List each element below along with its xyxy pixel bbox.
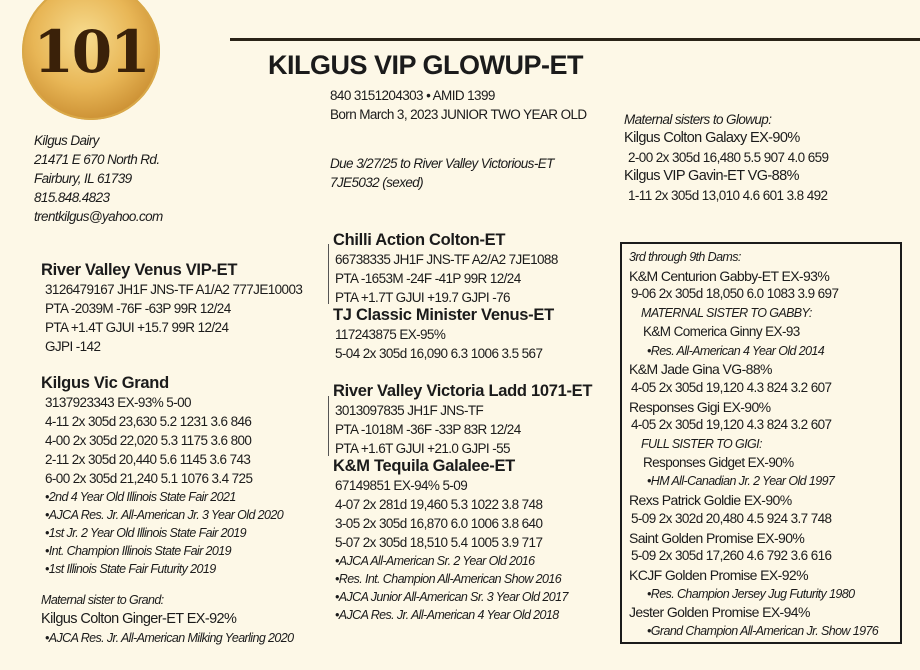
dam-sire-line: PTA -1018M -36F -33P 83R 12/24 bbox=[335, 422, 521, 437]
sire-line: PTA +1.4T GJUI +15.7 99R 12/24 bbox=[45, 320, 229, 335]
ancestor-honor: •HM All-Canadian Jr. 2 Year Old 1997 bbox=[647, 474, 835, 489]
dam-dam-line: 67149851 EX-94% 5-09 bbox=[335, 478, 468, 493]
sire-section bbox=[41, 260, 302, 356]
dam-record: 4-11 2x 305d 23,630 5.2 1231 3.6 846 bbox=[45, 414, 252, 429]
dam-ancestor-record: 5-09 2x 305d 17,260 4.6 792 3.6 616 bbox=[631, 548, 832, 564]
sister-name: Kilgus Colton Galaxy EX-90% bbox=[624, 130, 800, 146]
dam-honor: •1st Illinois State Fair Futurity 2019 bbox=[45, 562, 216, 576]
ancestor-honor: •Grand Champion All-American Jr. Show 1976 bbox=[647, 624, 879, 639]
sire-sire-section bbox=[333, 230, 558, 307]
dam-ancestor-name: K&M Centurion Gabby-ET EX-93% bbox=[629, 267, 830, 284]
dam-honor: •Int. Champion Illinois State Fair 2019 bbox=[45, 544, 231, 558]
owner-city: Fairbury, IL 61739 bbox=[34, 171, 132, 186]
dam-ancestor-name: Jester Golden Promise EX-94% bbox=[629, 604, 810, 621]
dam-ancestor-record: 4-05 2x 305d 19,120 4.3 824 3.2 607 bbox=[631, 379, 832, 395]
pedigree-connector bbox=[328, 244, 329, 304]
dam-ancestor-name: Responses Gigi EX-90% bbox=[629, 398, 771, 415]
sire-line: 3126479167 JH1F JNS-TF A1/A2 777JE10003 bbox=[45, 282, 303, 297]
dam-name: Kilgus Vic Grand bbox=[41, 374, 169, 392]
owner-name: Kilgus Dairy bbox=[34, 133, 99, 148]
sister-subheading: MATERNAL SISTER TO GABBY: bbox=[641, 306, 812, 321]
sire-dam-line: 117243875 EX-95% bbox=[335, 327, 446, 342]
sire-sire-line: PTA -1653M -24F -41P 99R 12/24 bbox=[335, 271, 521, 286]
dam-record: 4-00 2x 305d 22,020 5.3 1175 3.6 800 bbox=[45, 433, 252, 448]
animal-id-line: 840 3151204303 • AMID 1399 bbox=[330, 88, 495, 103]
dam-ancestor-name: K&M Jade Gina VG-88% bbox=[629, 361, 772, 378]
sister-record: 2-00 2x 305d 16,480 5.5 907 4.0 659 bbox=[628, 150, 829, 165]
lot-number: 101 bbox=[33, 18, 149, 86]
dam-honor: •2nd 4 Year Old Illinois State Fair 2021 bbox=[45, 490, 236, 504]
dam-sire-line: PTA +1.6T GJUI +21.0 GJPI -55 bbox=[335, 441, 510, 456]
due-info bbox=[330, 154, 554, 192]
ancestor-honor: •Res. Champion Jersey Jug Futurity 1980 bbox=[647, 586, 855, 601]
dam-dam-honor: •AJCA Res. Jr. All-American 4 Year Old 2018 bbox=[335, 608, 559, 622]
dam-record: 6-00 2x 305d 21,240 5.1 1076 3.4 725 bbox=[45, 471, 253, 486]
dam-dam-record: 3-05 2x 305d 16,870 6.0 1006 3.8 640 bbox=[335, 516, 543, 531]
dam-dam-honor: •AJCA All-American Sr. 2 Year Old 2016 bbox=[335, 554, 535, 568]
dam-line: 3137923343 EX-93% 5-00 bbox=[45, 395, 191, 410]
dam-dam-honor: •AJCA Junior All-American Sr. 3 Year Old 2017 bbox=[335, 590, 568, 604]
sire-name: River Valley Venus VIP-ET bbox=[41, 261, 238, 279]
dam-ancestor-record: 9-06 2x 305d 18,050 6.0 1083 3.9 697 bbox=[631, 286, 839, 302]
dam-dam-record: 4-07 2x 281d 19,460 5.3 1022 3.8 748 bbox=[335, 497, 543, 512]
owner-email: trentkilgus@yahoo.com bbox=[34, 209, 163, 224]
extended-dams-heading: 3rd through 9th Dams: bbox=[629, 250, 741, 264]
dam-ancestor-name: KCJF Golden Promise EX-92% bbox=[629, 566, 808, 583]
dam-honor: •AJCA Res. Jr. All-American Jr. 3 Year Old 2020 bbox=[45, 508, 284, 522]
sister-ancestor-name: Responses Gidget EX-90% bbox=[643, 454, 794, 470]
animal-born-line: Born March 3, 2023 JUNIOR TWO YEAR OLD bbox=[330, 107, 587, 122]
dam-sister-section bbox=[41, 591, 293, 648]
dam-sire-line: 3013097835 JH1F JNS-TF bbox=[335, 403, 484, 418]
owner-address: 21471 E 670 North Rd. bbox=[34, 152, 160, 167]
header-rule bbox=[230, 38, 920, 41]
dam-section bbox=[41, 373, 283, 578]
sire-sire-line: PTA +1.7T GJUI +19.7 GJPI -76 bbox=[335, 290, 510, 305]
dam-dam-honor: •Res. Int. Champion All-American Show 2016 bbox=[335, 572, 562, 586]
dam-ancestor-name: Saint Golden Promise EX-90% bbox=[629, 529, 805, 546]
sire-dam-name: TJ Classic Minister Venus-ET bbox=[333, 306, 554, 324]
maternal-sisters-section bbox=[624, 110, 828, 205]
sister-ancestor-name: K&M Comerica Ginny EX-93 bbox=[643, 323, 800, 339]
dam-ancestor-record: 4-05 2x 305d 19,120 4.3 824 3.2 607 bbox=[631, 417, 832, 433]
ancestor-honor: •Res. All-American 4 Year Old 2014 bbox=[647, 343, 825, 358]
dam-sister-name: Kilgus Colton Ginger-ET EX-92% bbox=[41, 611, 237, 627]
sire-dam-record: 5-04 2x 305d 16,090 6.3 1006 3.5 567 bbox=[335, 346, 543, 361]
due-line-2: 7JE5032 (sexed) bbox=[330, 175, 424, 190]
dam-dam-name: K&M Tequila Galalee-ET bbox=[333, 457, 515, 475]
owner-contact bbox=[34, 131, 163, 226]
sire-dam-section bbox=[333, 305, 554, 363]
lot-number-badge bbox=[22, 0, 160, 120]
sister-record: 1-11 2x 305d 13,010 4.6 601 3.8 492 bbox=[628, 188, 828, 203]
extended-dams-content bbox=[629, 248, 878, 641]
animal-info bbox=[330, 86, 587, 124]
sire-sire-line: 66738335 JH1F JNS-TF A2/A2 7JE1088 bbox=[335, 252, 558, 267]
sire-line: GJPI -142 bbox=[45, 339, 101, 354]
pedigree-connector bbox=[328, 396, 329, 456]
dam-ancestor-name: Rexs Patrick Goldie EX-90% bbox=[629, 492, 792, 509]
dam-dam-section bbox=[333, 456, 568, 624]
owner-phone: 815.848.4823 bbox=[34, 190, 110, 205]
sire-sire-name: Chilli Action Colton-ET bbox=[333, 231, 506, 249]
dam-dam-record: 5-07 2x 305d 18,510 5.4 1005 3.9 717 bbox=[335, 535, 543, 550]
dam-honor: •1st Jr. 2 Year Old Illinois State Fair 2019 bbox=[45, 526, 247, 540]
dam-sire-name: River Valley Victoria Ladd 1071-ET bbox=[333, 382, 593, 400]
dam-sister-honor: •AJCA Res. Jr. All-American Milking Yearling 2020 bbox=[45, 631, 294, 645]
due-line-1: Due 3/27/25 to River Valley Victorious-ET bbox=[330, 156, 554, 171]
dam-sister-heading: Maternal sister to Grand: bbox=[41, 593, 164, 607]
page-title: KILGUS VIP GLOWUP-ET bbox=[268, 50, 584, 80]
sister-name: Kilgus VIP Gavin-ET VG-88% bbox=[624, 168, 799, 184]
maternal-sisters-heading: Maternal sisters to Glowup: bbox=[624, 112, 772, 127]
sire-line: PTA -2039M -76F -63P 99R 12/24 bbox=[45, 301, 231, 316]
dam-sire-section bbox=[333, 381, 592, 458]
dam-ancestor-record: 5-09 2x 302d 20,480 4.5 924 3.7 748 bbox=[631, 510, 832, 526]
dam-record: 2-11 2x 305d 20,440 5.6 1145 3.6 743 bbox=[45, 452, 251, 467]
sister-subheading: FULL SISTER TO GIGI: bbox=[641, 437, 762, 452]
